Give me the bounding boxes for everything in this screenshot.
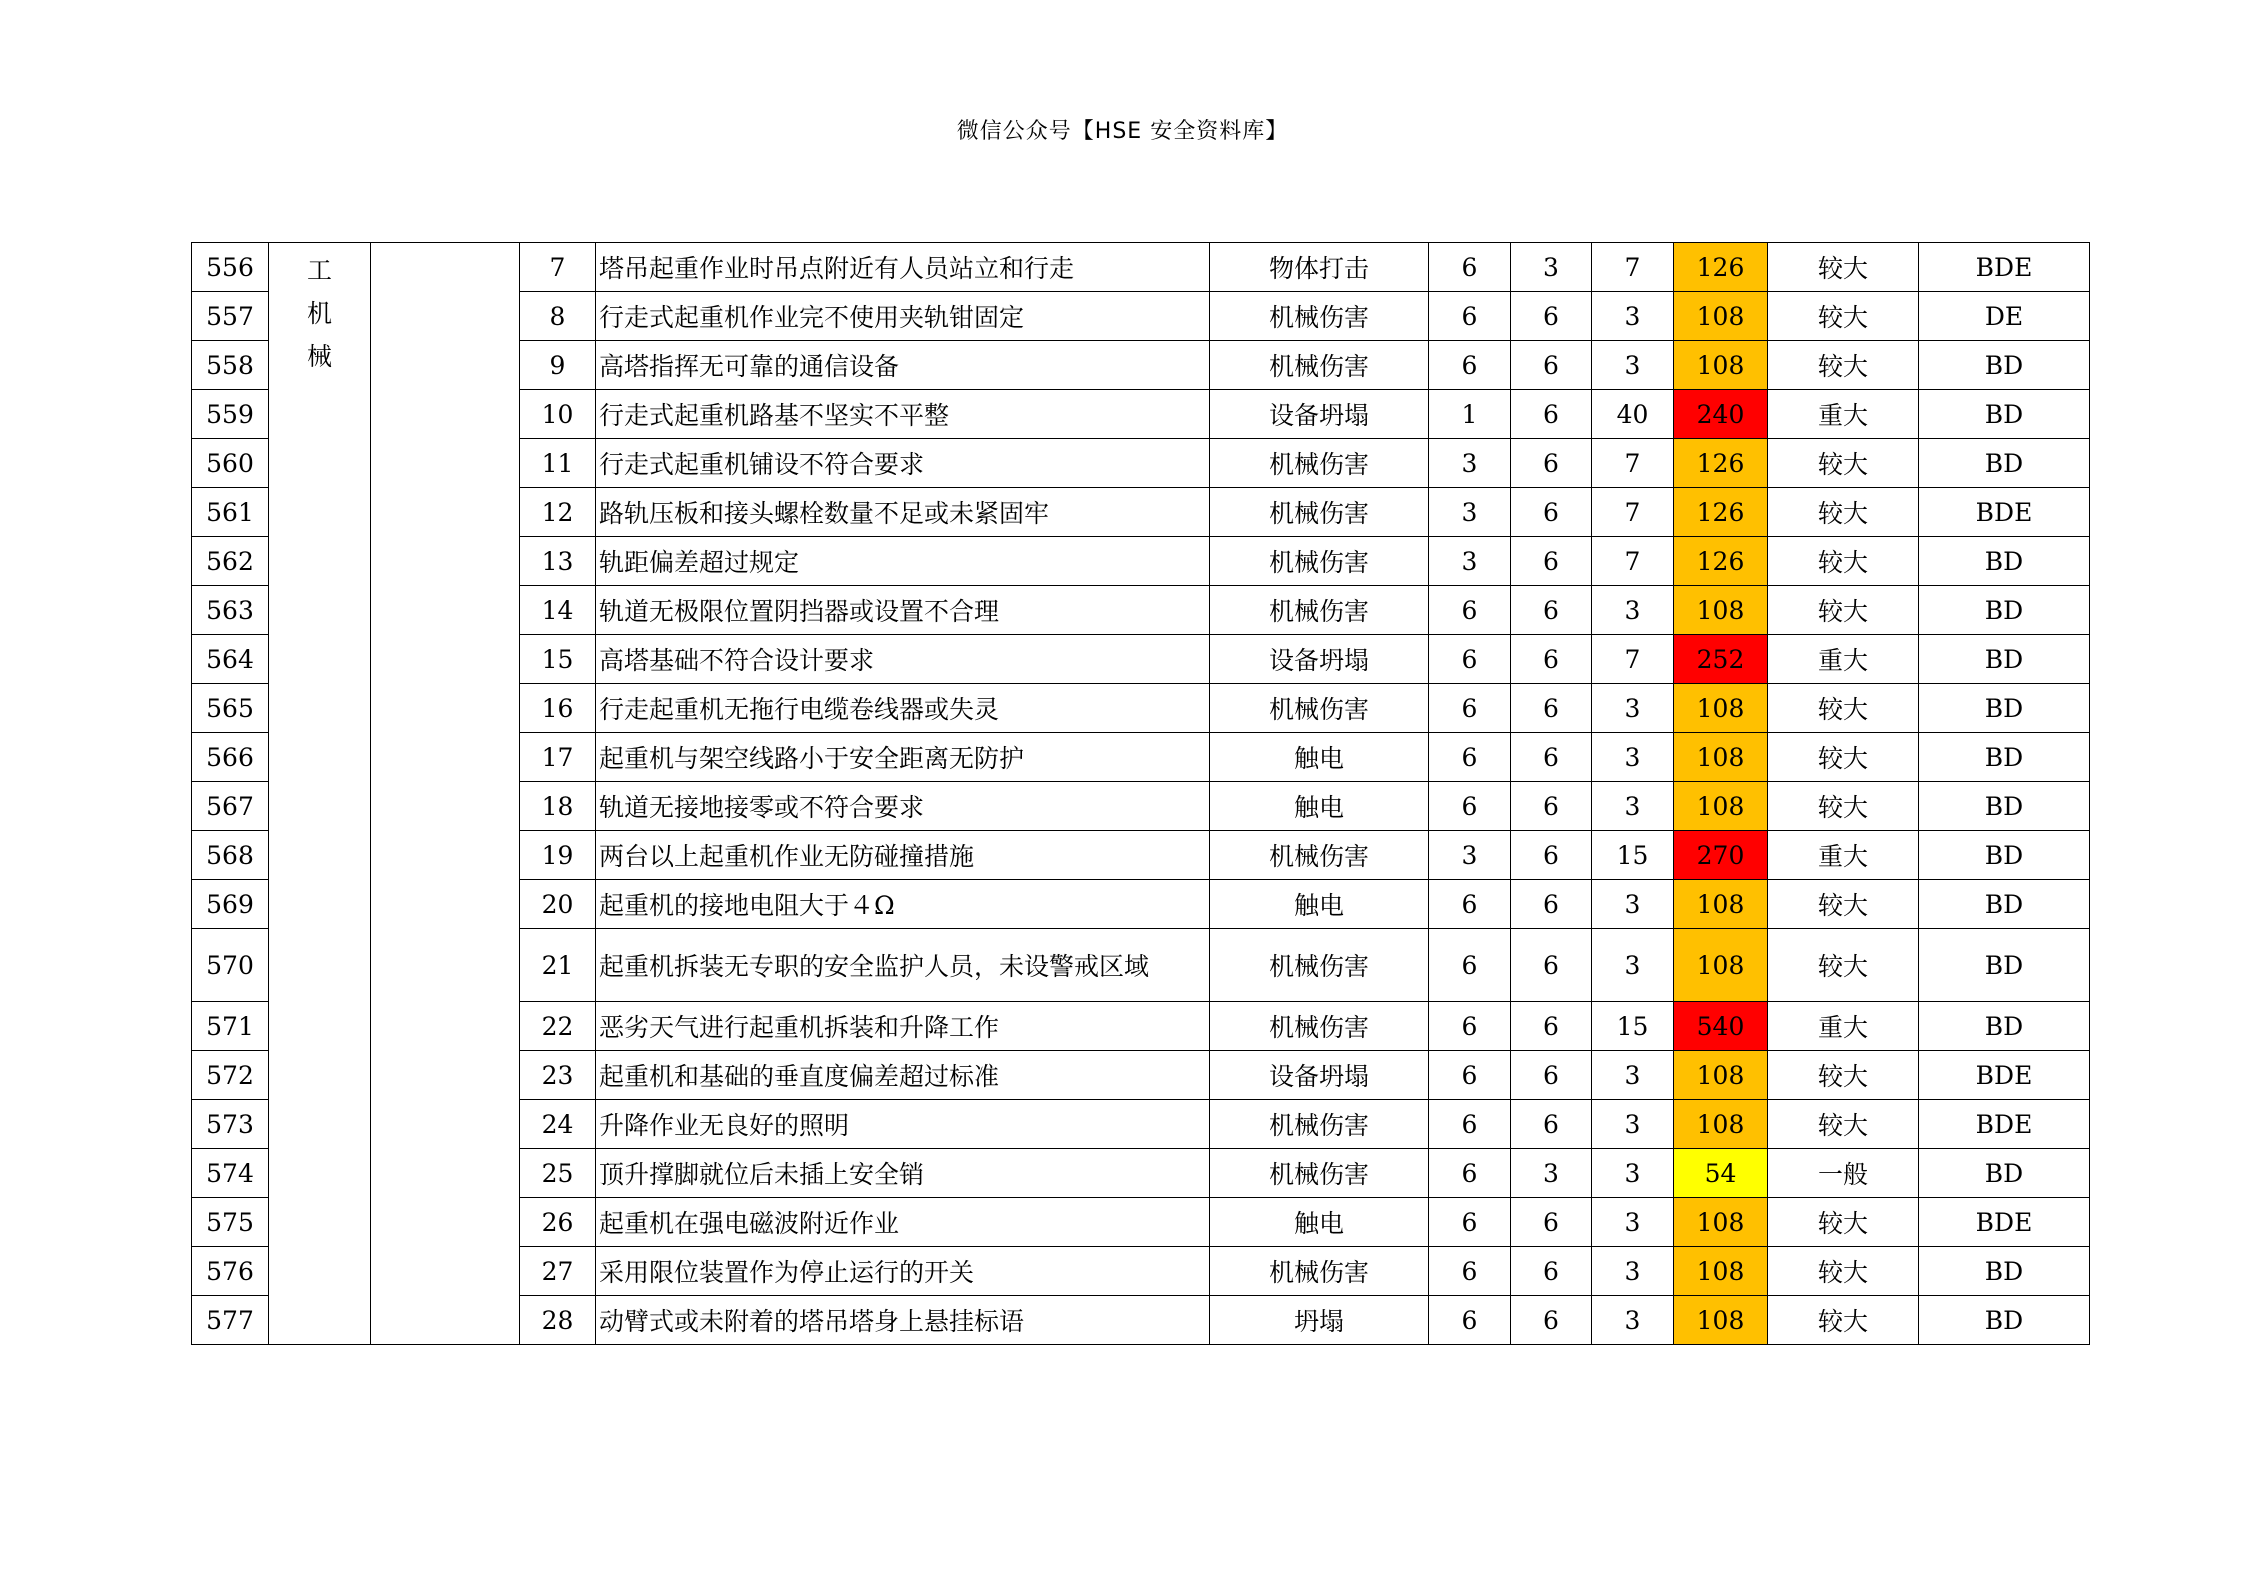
- control-measures-cell: BD: [1919, 733, 2090, 782]
- accident-type-cell: 机械伤害: [1210, 586, 1429, 635]
- category-char: 工: [306, 256, 332, 285]
- control-measures-cell: BDE: [1919, 1198, 2090, 1247]
- row-number-cell: 577: [192, 1296, 269, 1345]
- risk-table-body: [192, 243, 2090, 1345]
- risk-level-cell: 重大: [1768, 635, 1919, 684]
- item-index-cell: 10: [520, 390, 596, 439]
- accident-type-cell: 触电: [1210, 1198, 1429, 1247]
- likelihood-cell: 6: [1429, 1149, 1511, 1198]
- likelihood-cell: 3: [1429, 831, 1511, 880]
- hazard-description-cell: 高塔基础不符合设计要求: [596, 635, 1210, 684]
- item-index-cell: 21: [520, 929, 596, 1002]
- row-number-cell: 557: [192, 292, 269, 341]
- control-measures-cell: BD: [1919, 880, 2090, 929]
- item-index-cell: 15: [520, 635, 596, 684]
- hazard-description-cell: 恶劣天气进行起重机拆装和升降工作: [596, 1002, 1210, 1051]
- item-index-cell: 7: [520, 243, 596, 292]
- likelihood-cell: 1: [1429, 390, 1511, 439]
- likelihood-cell: 6: [1429, 733, 1511, 782]
- risk-score-cell: 108: [1674, 684, 1768, 733]
- likelihood-cell: 6: [1429, 243, 1511, 292]
- hazard-description-cell: 起重机拆装无专职的安全监护人员，未设警戒区域: [596, 929, 1210, 1002]
- row-number-cell: 574: [192, 1149, 269, 1198]
- exposure-cell: 6: [1511, 390, 1592, 439]
- category-cell: [269, 243, 371, 1345]
- risk-score-cell: 108: [1674, 1100, 1768, 1149]
- row-number-cell: 559: [192, 390, 269, 439]
- row-number-cell: 560: [192, 439, 269, 488]
- control-measures-cell: BD: [1919, 1149, 2090, 1198]
- likelihood-cell: 3: [1429, 439, 1511, 488]
- row-number-cell: 573: [192, 1100, 269, 1149]
- risk-level-cell: 较大: [1768, 1198, 1919, 1247]
- consequence-cell: 3: [1592, 1247, 1674, 1296]
- row-number-cell: 576: [192, 1247, 269, 1296]
- control-measures-cell: BDE: [1919, 488, 2090, 537]
- row-number-cell: 571: [192, 1002, 269, 1051]
- hazard-description-cell: 顶升撑脚就位后未插上安全销: [596, 1149, 1210, 1198]
- risk-level-cell: 较大: [1768, 1051, 1919, 1100]
- hazard-description-cell: 起重机和基础的垂直度偏差超过标准: [596, 1051, 1210, 1100]
- risk-level-cell: 重大: [1768, 390, 1919, 439]
- control-measures-cell: BD: [1919, 390, 2090, 439]
- accident-type-cell: 机械伤害: [1210, 684, 1429, 733]
- item-index-cell: 28: [520, 1296, 596, 1345]
- risk-level-cell: 较大: [1768, 439, 1919, 488]
- accident-type-cell: 设备坍塌: [1210, 1051, 1429, 1100]
- exposure-cell: 3: [1511, 1149, 1592, 1198]
- consequence-cell: 3: [1592, 1296, 1674, 1345]
- likelihood-cell: 6: [1429, 1002, 1511, 1051]
- likelihood-cell: 6: [1429, 292, 1511, 341]
- hazard-description-cell: 高塔指挥无可靠的通信设备: [596, 341, 1210, 390]
- consequence-cell: 3: [1592, 1198, 1674, 1247]
- risk-score-cell: 108: [1674, 880, 1768, 929]
- risk-level-cell: 较大: [1768, 1247, 1919, 1296]
- likelihood-cell: 6: [1429, 929, 1511, 1002]
- accident-type-cell: 机械伤害: [1210, 831, 1429, 880]
- accident-type-cell: 触电: [1210, 782, 1429, 831]
- exposure-cell: 6: [1511, 341, 1592, 390]
- row-number-cell: 562: [192, 537, 269, 586]
- consequence-cell: 15: [1592, 831, 1674, 880]
- risk-score-cell: 108: [1674, 292, 1768, 341]
- control-measures-cell: BDE: [1919, 1100, 2090, 1149]
- item-index-cell: 8: [520, 292, 596, 341]
- row-number-cell: 572: [192, 1051, 269, 1100]
- item-index-cell: 23: [520, 1051, 596, 1100]
- item-index-cell: 18: [520, 782, 596, 831]
- accident-type-cell: 物体打击: [1210, 243, 1429, 292]
- row-number-cell: 569: [192, 880, 269, 929]
- risk-level-cell: 重大: [1768, 1002, 1919, 1051]
- control-measures-cell: BD: [1919, 537, 2090, 586]
- hazard-description-cell: 行走式起重机铺设不符合要求: [596, 439, 1210, 488]
- consequence-cell: 40: [1592, 390, 1674, 439]
- category-char: 机: [306, 299, 332, 328]
- consequence-cell: 7: [1592, 488, 1674, 537]
- exposure-cell: 6: [1511, 1247, 1592, 1296]
- risk-score-cell: 108: [1674, 1296, 1768, 1345]
- control-measures-cell: BD: [1919, 1002, 2090, 1051]
- hazard-description-cell: 采用限位装置作为停止运行的开关: [596, 1247, 1210, 1296]
- risk-level-cell: 较大: [1768, 341, 1919, 390]
- exposure-cell: 6: [1511, 1002, 1592, 1051]
- exposure-cell: 6: [1511, 635, 1592, 684]
- accident-type-cell: 设备坍塌: [1210, 390, 1429, 439]
- item-index-cell: 17: [520, 733, 596, 782]
- consequence-cell: 3: [1592, 1149, 1674, 1198]
- control-measures-cell: BDE: [1919, 243, 2090, 292]
- hazard-description-cell: 升降作业无良好的照明: [596, 1100, 1210, 1149]
- hazard-description-cell: 塔吊起重作业时吊点附近有人员站立和行走: [596, 243, 1210, 292]
- hazard-description-cell: 起重机在强电磁波附近作业: [596, 1198, 1210, 1247]
- item-index-cell: 26: [520, 1198, 596, 1247]
- likelihood-cell: 6: [1429, 1100, 1511, 1149]
- hazard-description-cell: 起重机的接地电阻大于４Ω: [596, 880, 1210, 929]
- accident-type-cell: 触电: [1210, 733, 1429, 782]
- risk-level-cell: 较大: [1768, 292, 1919, 341]
- risk-score-cell: 108: [1674, 1198, 1768, 1247]
- row-number-cell: 556: [192, 243, 269, 292]
- accident-type-cell: 机械伤害: [1210, 292, 1429, 341]
- consequence-cell: 3: [1592, 880, 1674, 929]
- accident-type-cell: 设备坍塌: [1210, 635, 1429, 684]
- risk-score-cell: 54: [1674, 1149, 1768, 1198]
- risk-score-cell: 540: [1674, 1002, 1768, 1051]
- control-measures-cell: BD: [1919, 929, 2090, 1002]
- exposure-cell: 6: [1511, 831, 1592, 880]
- exposure-cell: 6: [1511, 292, 1592, 341]
- subcategory-cell: [371, 243, 520, 1345]
- exposure-cell: 6: [1511, 1100, 1592, 1149]
- likelihood-cell: 6: [1429, 782, 1511, 831]
- consequence-cell: 3: [1592, 684, 1674, 733]
- hazard-description-cell: 路轨压板和接头螺栓数量不足或未紧固牢: [596, 488, 1210, 537]
- risk-score-cell: 108: [1674, 929, 1768, 1002]
- exposure-cell: 6: [1511, 1051, 1592, 1100]
- exposure-cell: 6: [1511, 488, 1592, 537]
- accident-type-cell: 机械伤害: [1210, 1149, 1429, 1198]
- accident-type-cell: 触电: [1210, 880, 1429, 929]
- risk-score-cell: 126: [1674, 439, 1768, 488]
- risk-score-cell: 126: [1674, 488, 1768, 537]
- exposure-cell: 6: [1511, 782, 1592, 831]
- risk-level-cell: 较大: [1768, 586, 1919, 635]
- risk-level-cell: 较大: [1768, 782, 1919, 831]
- item-index-cell: 14: [520, 586, 596, 635]
- item-index-cell: 9: [520, 341, 596, 390]
- row-number-cell: 567: [192, 782, 269, 831]
- consequence-cell: 3: [1592, 1051, 1674, 1100]
- risk-level-cell: 较大: [1768, 684, 1919, 733]
- consequence-cell: 7: [1592, 243, 1674, 292]
- likelihood-cell: 6: [1429, 684, 1511, 733]
- consequence-cell: 3: [1592, 733, 1674, 782]
- item-index-cell: 16: [520, 684, 596, 733]
- consequence-cell: 7: [1592, 635, 1674, 684]
- control-measures-cell: BD: [1919, 1247, 2090, 1296]
- hazard-description-cell: 起重机与架空线路小于安全距离无防护: [596, 733, 1210, 782]
- control-measures-cell: BD: [1919, 1296, 2090, 1345]
- risk-level-cell: 较大: [1768, 929, 1919, 1002]
- accident-type-cell: 机械伤害: [1210, 488, 1429, 537]
- item-index-cell: 25: [520, 1149, 596, 1198]
- consequence-cell: 7: [1592, 439, 1674, 488]
- accident-type-cell: 机械伤害: [1210, 1247, 1429, 1296]
- risk-score-cell: 252: [1674, 635, 1768, 684]
- hazard-description-cell: 行走式起重机路基不坚实不平整: [596, 390, 1210, 439]
- likelihood-cell: 6: [1429, 1296, 1511, 1345]
- risk-score-cell: 108: [1674, 341, 1768, 390]
- exposure-cell: 6: [1511, 439, 1592, 488]
- control-measures-cell: BD: [1919, 586, 2090, 635]
- row-number-cell: 575: [192, 1198, 269, 1247]
- accident-type-cell: 机械伤害: [1210, 341, 1429, 390]
- risk-level-cell: 较大: [1768, 880, 1919, 929]
- row-number-cell: 561: [192, 488, 269, 537]
- accident-type-cell: 机械伤害: [1210, 439, 1429, 488]
- consequence-cell: 3: [1592, 586, 1674, 635]
- likelihood-cell: 6: [1429, 1198, 1511, 1247]
- exposure-cell: 6: [1511, 1296, 1592, 1345]
- accident-type-cell: 机械伤害: [1210, 1002, 1429, 1051]
- risk-level-cell: 较大: [1768, 733, 1919, 782]
- likelihood-cell: 6: [1429, 635, 1511, 684]
- likelihood-cell: 6: [1429, 880, 1511, 929]
- hazard-description-cell: 轨道无接地接零或不符合要求: [596, 782, 1210, 831]
- row-number-cell: 570: [192, 929, 269, 1002]
- hazard-description-cell: 轨距偏差超过规定: [596, 537, 1210, 586]
- item-index-cell: 12: [520, 488, 596, 537]
- consequence-cell: 3: [1592, 292, 1674, 341]
- hazard-description-cell: 轨道无极限位置阴挡器或设置不合理: [596, 586, 1210, 635]
- control-measures-cell: DE: [1919, 292, 2090, 341]
- control-measures-cell: BD: [1919, 341, 2090, 390]
- risk-score-cell: 126: [1674, 537, 1768, 586]
- likelihood-cell: 3: [1429, 537, 1511, 586]
- exposure-cell: 6: [1511, 929, 1592, 1002]
- accident-type-cell: 机械伤害: [1210, 929, 1429, 1002]
- likelihood-cell: 6: [1429, 341, 1511, 390]
- risk-table: [191, 242, 2090, 1345]
- control-measures-cell: BDE: [1919, 1051, 2090, 1100]
- item-index-cell: 13: [520, 537, 596, 586]
- control-measures-cell: BD: [1919, 684, 2090, 733]
- hazard-description-cell: 动臂式或未附着的塔吊塔身上悬挂标语: [596, 1296, 1210, 1345]
- control-measures-cell: BD: [1919, 635, 2090, 684]
- exposure-cell: 6: [1511, 1198, 1592, 1247]
- likelihood-cell: 6: [1429, 1247, 1511, 1296]
- risk-level-cell: 较大: [1768, 1100, 1919, 1149]
- risk-score-cell: 108: [1674, 586, 1768, 635]
- hazard-description-cell: 行走起重机无拖行电缆卷线器或失灵: [596, 684, 1210, 733]
- accident-type-cell: 机械伤害: [1210, 1100, 1429, 1149]
- row-number-cell: 568: [192, 831, 269, 880]
- exposure-cell: 6: [1511, 880, 1592, 929]
- consequence-cell: 15: [1592, 1002, 1674, 1051]
- risk-level-cell: 重大: [1768, 831, 1919, 880]
- risk-score-cell: 108: [1674, 1051, 1768, 1100]
- consequence-cell: 3: [1592, 1100, 1674, 1149]
- risk-level-cell: 较大: [1768, 537, 1919, 586]
- item-index-cell: 27: [520, 1247, 596, 1296]
- control-measures-cell: BD: [1919, 439, 2090, 488]
- risk-score-cell: 108: [1674, 1247, 1768, 1296]
- item-index-cell: 20: [520, 880, 596, 929]
- likelihood-cell: 6: [1429, 1051, 1511, 1100]
- hazard-description-cell: 两台以上起重机作业无防碰撞措施: [596, 831, 1210, 880]
- risk-score-cell: 270: [1674, 831, 1768, 880]
- exposure-cell: 6: [1511, 684, 1592, 733]
- exposure-cell: 6: [1511, 586, 1592, 635]
- hazard-description-cell: 行走式起重机作业完不使用夹轨钳固定: [596, 292, 1210, 341]
- consequence-cell: 3: [1592, 782, 1674, 831]
- risk-level-cell: 较大: [1768, 243, 1919, 292]
- table-row: [192, 243, 2090, 292]
- accident-type-cell: 机械伤害: [1210, 537, 1429, 586]
- exposure-cell: 3: [1511, 243, 1592, 292]
- control-measures-cell: BD: [1919, 831, 2090, 880]
- page-header: 微信公众号【HSE 安全资料库】: [956, 119, 1289, 144]
- item-index-cell: 22: [520, 1002, 596, 1051]
- risk-score-cell: 108: [1674, 733, 1768, 782]
- risk-level-cell: 一般: [1768, 1149, 1919, 1198]
- consequence-cell: 3: [1592, 341, 1674, 390]
- risk-level-cell: 较大: [1768, 488, 1919, 537]
- accident-type-cell: 坍塌: [1210, 1296, 1429, 1345]
- risk-level-cell: 较大: [1768, 1296, 1919, 1345]
- consequence-cell: 3: [1592, 929, 1674, 1002]
- likelihood-cell: 3: [1429, 488, 1511, 537]
- row-number-cell: 566: [192, 733, 269, 782]
- row-number-cell: 564: [192, 635, 269, 684]
- item-index-cell: 24: [520, 1100, 596, 1149]
- exposure-cell: 6: [1511, 733, 1592, 782]
- row-number-cell: 558: [192, 341, 269, 390]
- row-number-cell: 563: [192, 586, 269, 635]
- category-char: 械: [306, 342, 332, 371]
- risk-score-cell: 108: [1674, 782, 1768, 831]
- risk-score-cell: 126: [1674, 243, 1768, 292]
- likelihood-cell: 6: [1429, 586, 1511, 635]
- row-number-cell: 565: [192, 684, 269, 733]
- item-index-cell: 19: [520, 831, 596, 880]
- consequence-cell: 7: [1592, 537, 1674, 586]
- control-measures-cell: BD: [1919, 782, 2090, 831]
- risk-score-cell: 240: [1674, 390, 1768, 439]
- exposure-cell: 6: [1511, 537, 1592, 586]
- item-index-cell: 11: [520, 439, 596, 488]
